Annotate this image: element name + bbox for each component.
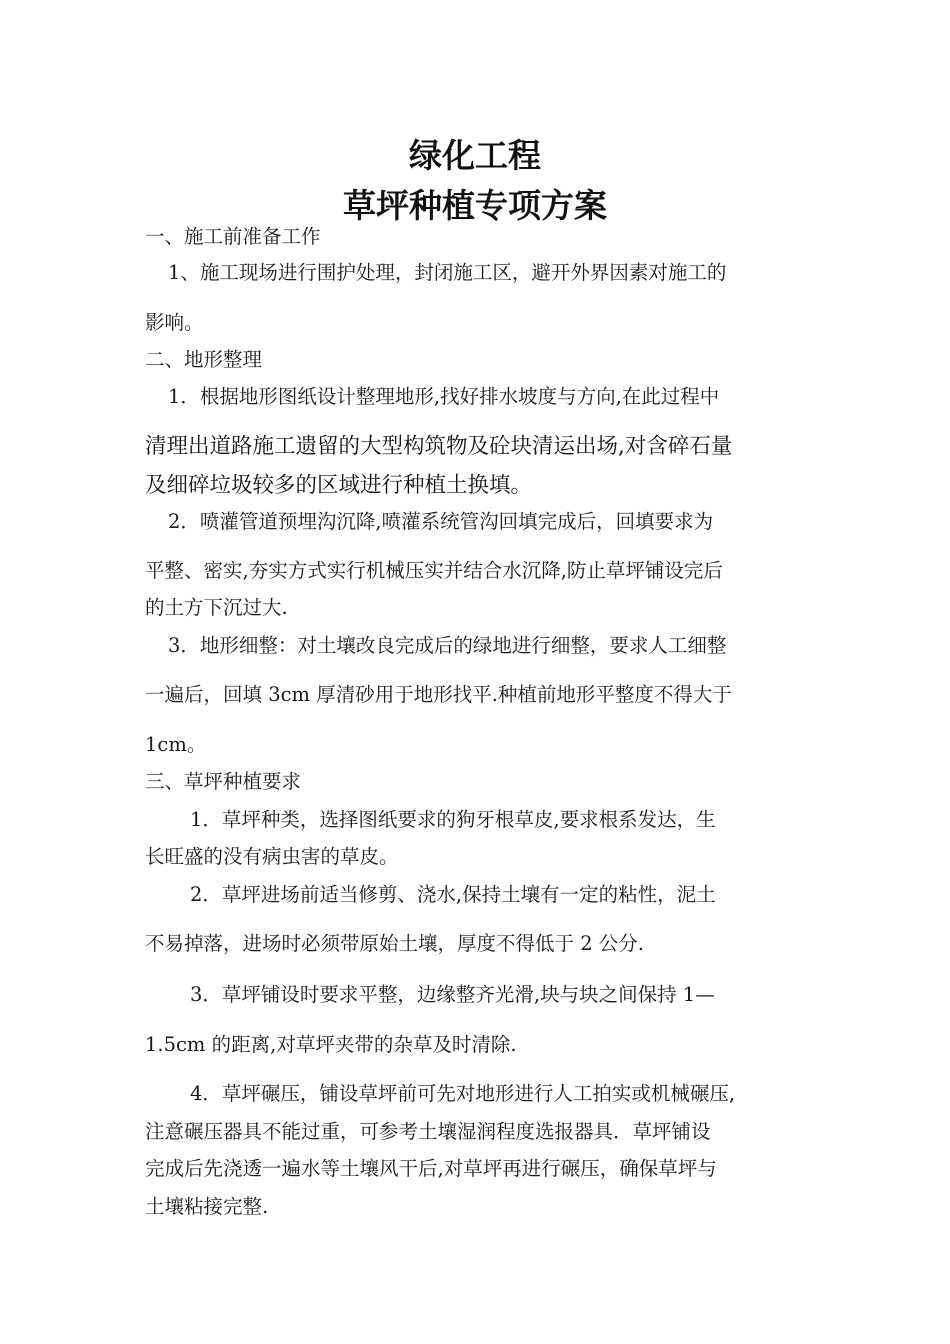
paragraph-line: 1.5cm 的距离,对草坪夹带的杂草及时清除. bbox=[145, 1033, 517, 1056]
section-heading-1: 一、施工前准备工作 bbox=[145, 225, 321, 248]
paragraph-line: 3．地形细整：对土壤改良完成后的绿地进行细整，要求人工细整 bbox=[168, 634, 727, 657]
paragraph-line: 注意碾压器具不能过重，可参考土壤湿润程度选报器具．草坪铺设 bbox=[145, 1120, 711, 1143]
paragraph-line: 土壤粘接完整. bbox=[145, 1195, 269, 1218]
paragraph-line: 及细碎垃圾较多的区域进行种植土换填。 bbox=[145, 473, 533, 498]
paragraph-line: 的土方下沉过大. bbox=[145, 596, 288, 619]
paragraph-line: 1．根据地形图纸设计整理地形,找好排水坡度与方向,在此过程中 bbox=[168, 385, 720, 408]
paragraph-line: 长旺盛的没有病虫害的草皮。 bbox=[145, 845, 399, 868]
section-heading-3: 三、草坪种植要求 bbox=[145, 770, 302, 793]
paragraph-line: 一遍后，回填 3cm 厚清砂用于地形找平.种植前地形平整度不得大于 bbox=[145, 683, 732, 706]
paragraph-line: 平整、密实,夯实方式实行机械压实并结合水沉降,防止草坪铺设完后 bbox=[145, 559, 723, 582]
document-subtitle: 草坪种植专项方案 bbox=[343, 186, 607, 225]
paragraph-line: 1cm。 bbox=[145, 733, 207, 756]
paragraph-line: 1．草坪种类，选择图纸要求的狗牙根草皮,要求根系发达，生 bbox=[190, 808, 716, 831]
paragraph-line: 2．草坪进场前适当修剪、浇水,保持土壤有一定的粘性，泥土 bbox=[190, 883, 716, 906]
paragraph-line: 3．草坪铺设时要求平整，边缘整齐光滑,块与块之间保持 1— bbox=[190, 983, 715, 1006]
paragraph-line: 完成后先浇透一遍水等土壤风干后,对草坪再进行碾压，确保草坪与 bbox=[145, 1157, 717, 1180]
paragraph-line: 影响。 bbox=[145, 311, 204, 334]
paragraph-line: 2．喷灌管道预埋沟沉降,喷灌系统管沟回填完成后，回填要求为 bbox=[168, 510, 714, 533]
paragraph-line: 清理出道路施工遗留的大型构筑物及砼块清运出场,对含碎石量 bbox=[145, 434, 733, 459]
document-title: 绿化工程 bbox=[409, 136, 541, 175]
paragraph-line: 4．草坪碾压，铺设草坪前可先对地形进行人工拍实或机械碾压, bbox=[190, 1082, 736, 1105]
section-heading-2: 二、地形整理 bbox=[145, 348, 263, 371]
paragraph-line: 1、施工现场进行围护处理，封闭施工区，避开外界因素对施工的 bbox=[168, 261, 727, 284]
paragraph-line: 不易掉落，进场时必须带原始土壤，厚度不得低于 2 公分. bbox=[145, 932, 645, 955]
